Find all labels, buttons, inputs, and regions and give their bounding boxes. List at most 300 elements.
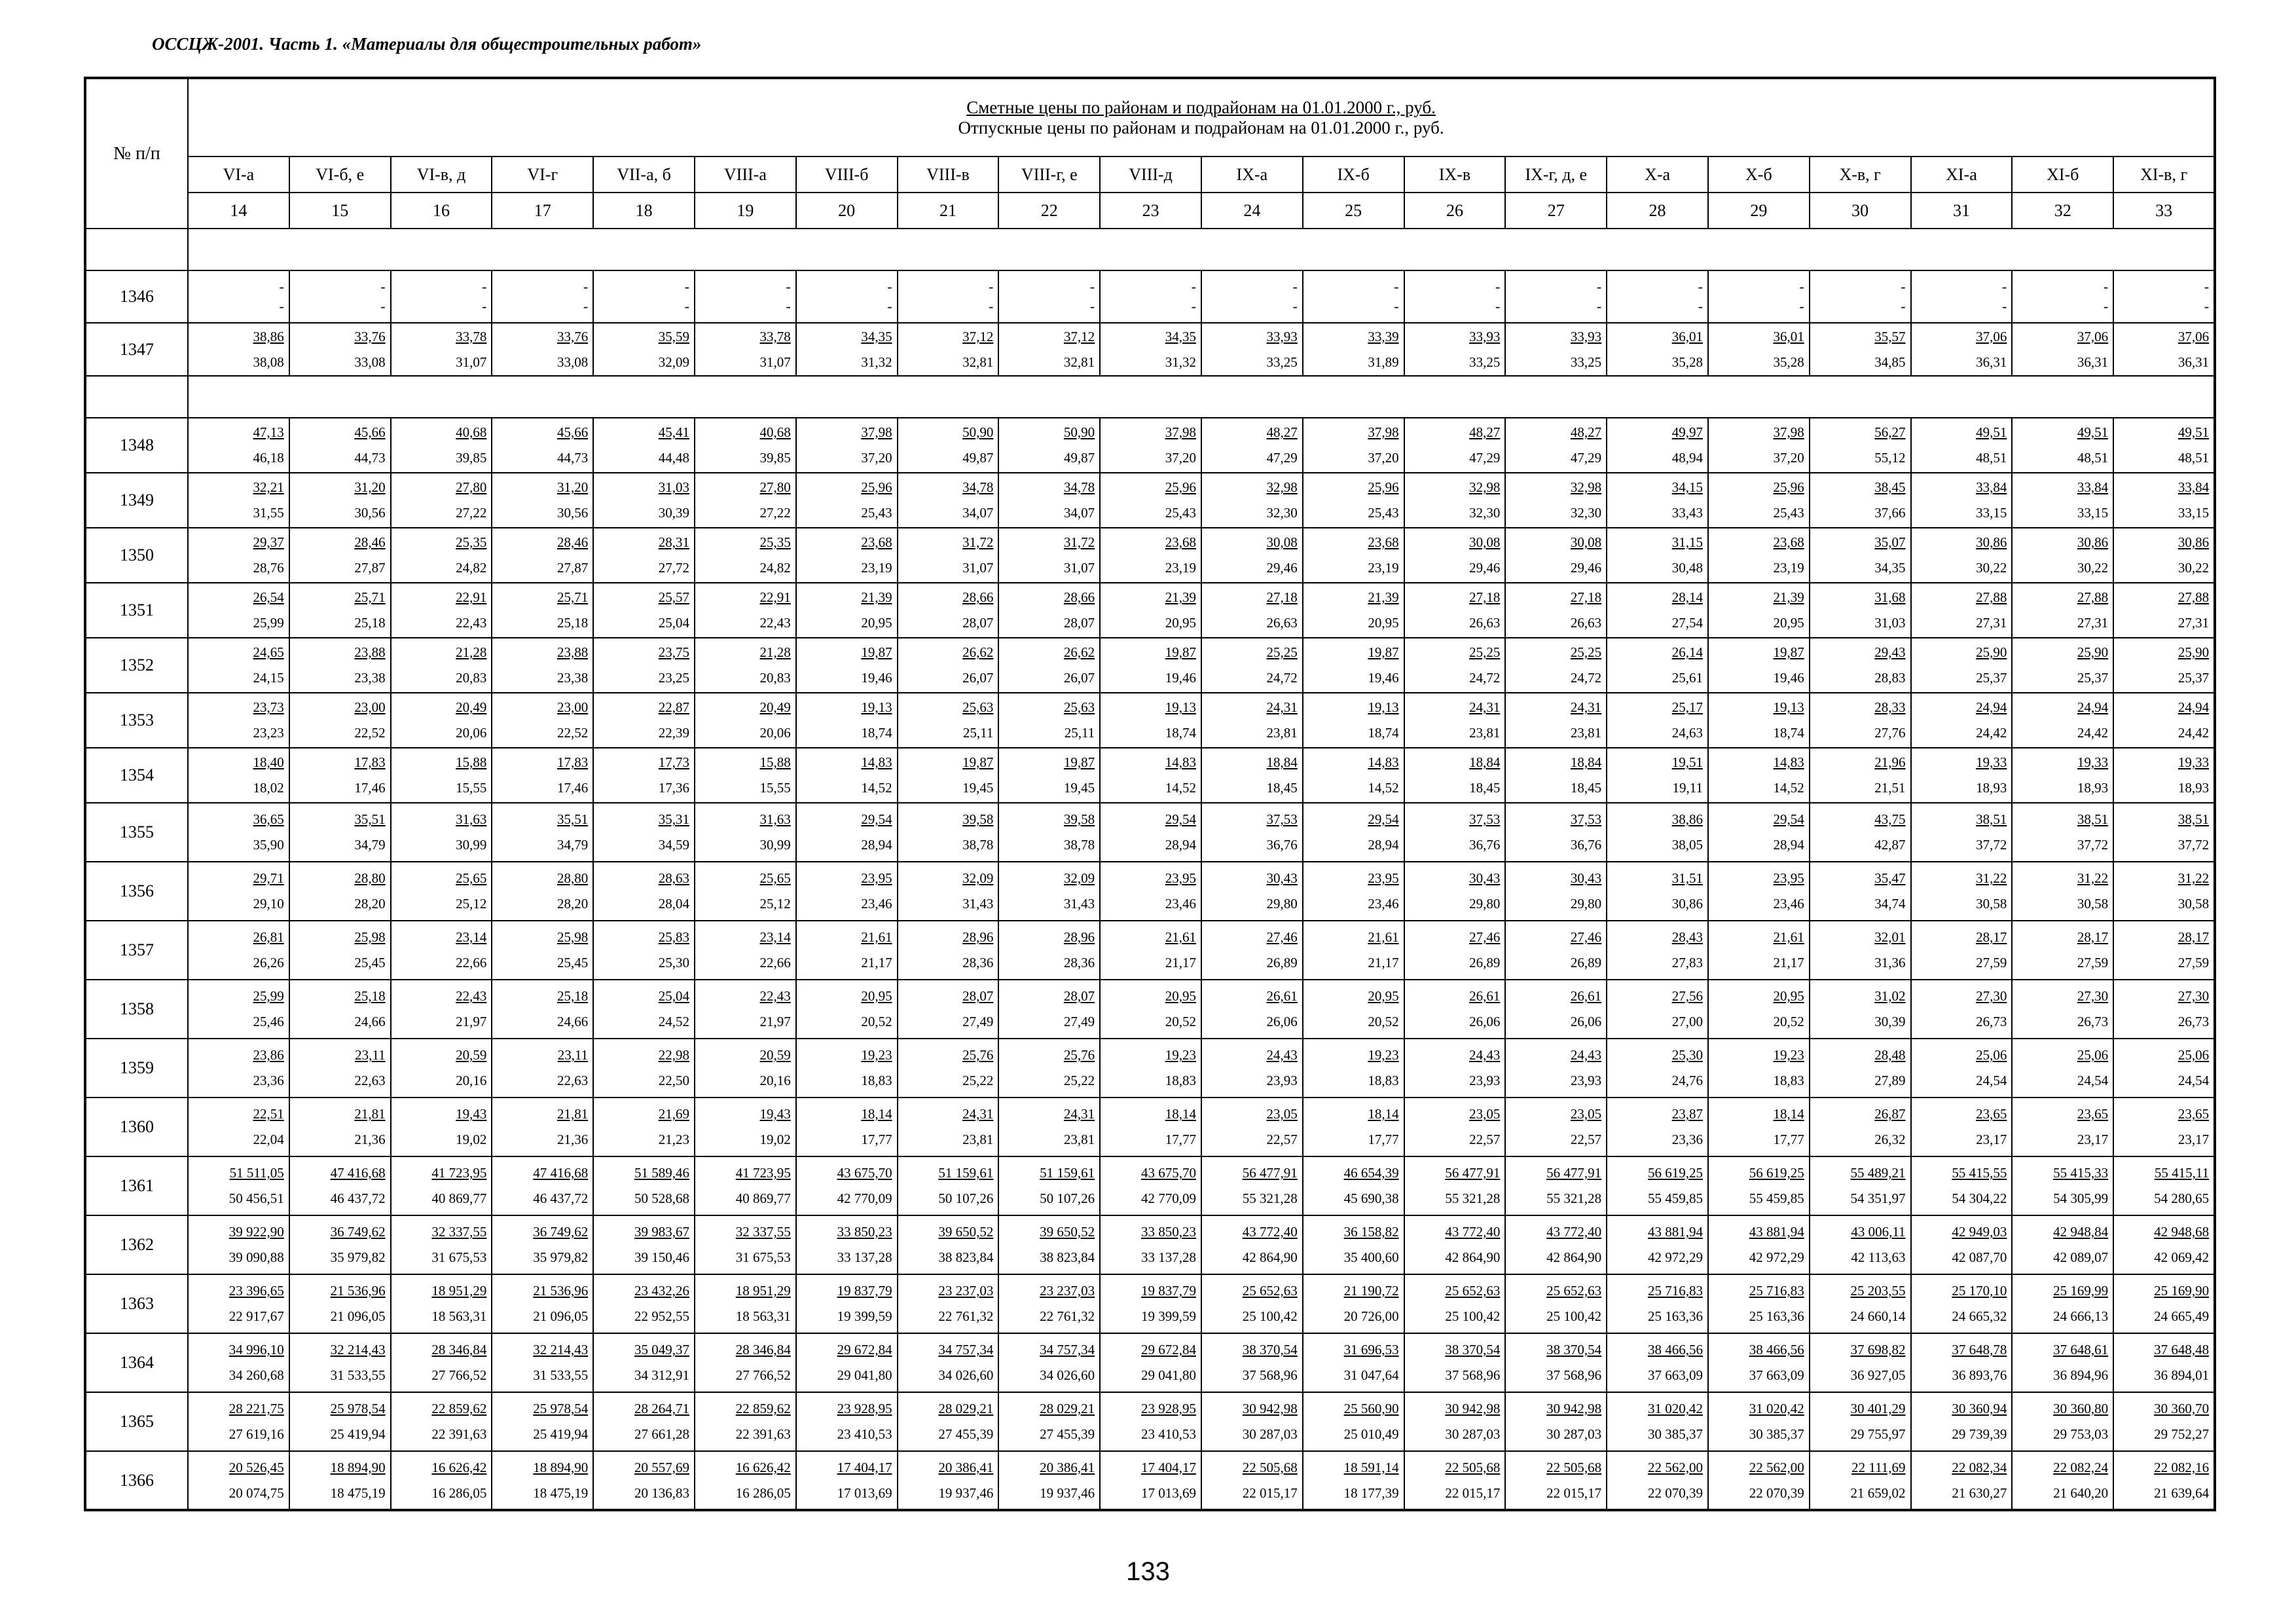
estimate-price: 28 221,75 (228, 1401, 284, 1416)
price-cell (492, 1098, 593, 1156)
price-cell (492, 418, 593, 473)
price-cell (1911, 921, 2013, 980)
release-price: 31,03 (1874, 615, 1906, 631)
estimate-price: 29,54 (861, 811, 892, 827)
release-price: 35 979,82 (533, 1249, 589, 1265)
release-price: 28,94 (861, 837, 892, 853)
row-number: 1363 (85, 1274, 188, 1333)
price-cell (188, 323, 289, 376)
release-price: 38,78 (1063, 837, 1095, 853)
release-price: 33 137,28 (1140, 1249, 1196, 1265)
estimate-price: 55 415,11 (2154, 1165, 2210, 1181)
price-cell (1201, 528, 1303, 583)
price-cell (1505, 638, 1607, 693)
price-cell (2113, 921, 2215, 980)
estimate-price: 25,90 (1976, 644, 2007, 660)
price-cell (1404, 921, 1506, 980)
table-row (85, 980, 2215, 1039)
price-cell (2012, 921, 2113, 980)
price-cell (1911, 638, 2013, 693)
price-cell (391, 921, 492, 980)
release-price: 30,22 (2077, 560, 2109, 576)
price-cell (1607, 1215, 1708, 1274)
release-price: 44,73 (556, 450, 589, 466)
price-cell (998, 1098, 1100, 1156)
estimate-price: 37,98 (1368, 424, 1399, 440)
release-price: 19,46 (1773, 670, 1804, 686)
price-cell (1303, 1039, 1404, 1098)
release-price: 22 070,39 (1647, 1485, 1703, 1501)
release-price: 27,89 (1874, 1073, 1906, 1088)
release-price: 37,66 (1874, 505, 1906, 521)
price-cell (593, 1392, 695, 1451)
release-price: 26,73 (2077, 1014, 2109, 1029)
release-price: 30,39 (658, 505, 689, 521)
column-number: 32 (2012, 193, 2113, 229)
estimate-price: 32,98 (1570, 479, 1602, 495)
estimate-price: 24,43 (1469, 1047, 1501, 1063)
price-cell (391, 638, 492, 693)
estimate-price: 35 049,37 (634, 1342, 689, 1357)
price-cell (593, 862, 695, 921)
release-price: - (989, 298, 994, 314)
release-price: 22 015,17 (1242, 1485, 1298, 1501)
release-price: 14,52 (1165, 780, 1196, 796)
estimate-price: 25 169,90 (2154, 1283, 2210, 1299)
release-price: 33,15 (1976, 505, 2007, 521)
estimate-price: 27,80 (759, 479, 791, 495)
estimate-price: 43 006,11 (1851, 1224, 1906, 1240)
release-price: 39,85 (456, 450, 487, 466)
release-price: - (684, 298, 689, 314)
release-price: 18,93 (1976, 780, 2007, 796)
release-price: 31,07 (456, 354, 487, 370)
release-price: 31,43 (1063, 896, 1095, 912)
estimate-price: 25,98 (556, 929, 589, 945)
release-price: 17,46 (556, 780, 589, 796)
price-cell (2113, 1274, 2215, 1333)
release-price: 33,15 (2178, 505, 2210, 521)
column-number: 28 (1607, 193, 1708, 229)
estimate-price: 40,68 (759, 424, 791, 440)
release-price: 25,11 (962, 725, 994, 741)
release-price: 24,72 (1469, 670, 1501, 686)
price-cell (188, 418, 289, 473)
price-cell (1911, 862, 2013, 921)
estimate-price: 25,65 (456, 870, 487, 886)
estimate-price: 33,93 (1469, 328, 1501, 344)
estimate-price: 23,68 (1165, 534, 1196, 550)
estimate-price: 20,95 (1165, 988, 1196, 1004)
row-number: 1353 (85, 693, 188, 748)
release-price: 18,93 (2178, 780, 2210, 796)
release-price: 20 074,75 (228, 1485, 284, 1501)
price-cell (1100, 1274, 1201, 1333)
release-price: 30,86 (1671, 896, 1703, 912)
price-cell (1607, 418, 1708, 473)
district-header: VI-г (492, 157, 593, 193)
release-price: 26,63 (1570, 615, 1602, 631)
price-cell (898, 528, 999, 583)
estimate-price: 28,96 (962, 929, 994, 945)
release-price: 30,99 (759, 837, 791, 853)
price-cell (492, 862, 593, 921)
release-price: 23 410,53 (837, 1426, 892, 1442)
estimate-price: 26,14 (1671, 644, 1703, 660)
column-number: 31 (1911, 193, 2013, 229)
estimate-price: 37,53 (1266, 811, 1298, 827)
estimate-price: 33,84 (1976, 479, 2007, 495)
release-price: 34 026,60 (938, 1367, 994, 1383)
estimate-price: 18,84 (1469, 754, 1501, 770)
release-price: 31,36 (1874, 955, 1906, 970)
price-cell (1404, 1274, 1506, 1333)
release-price: 36,31 (2178, 354, 2210, 370)
estimate-price: 23,88 (354, 644, 386, 660)
release-price: 17,77 (1165, 1132, 1196, 1147)
estimate-price: 21 536,96 (533, 1283, 589, 1299)
price-cell (695, 1451, 796, 1510)
release-price: 50 456,51 (228, 1190, 284, 1206)
release-price: 22 761,32 (938, 1308, 994, 1324)
release-price: 28,36 (1063, 955, 1095, 970)
estimate-price: 25,06 (1976, 1047, 2007, 1063)
price-cell (695, 323, 796, 376)
estimate-price: 42 948,84 (2053, 1224, 2109, 1240)
price-cell (1708, 1156, 1810, 1215)
price-cell (289, 921, 391, 980)
estimate-price: 31,72 (962, 534, 994, 550)
estimate-price: 23 237,03 (938, 1283, 994, 1299)
price-cell (2012, 1098, 2113, 1156)
estimate-price: 25,99 (253, 988, 284, 1004)
estimate-price: 23,65 (1976, 1106, 2007, 1122)
separator-cell (188, 376, 2215, 418)
estimate-price: 28,66 (962, 589, 994, 605)
price-cell (1911, 803, 2013, 862)
estimate-price: 37,06 (1976, 328, 2007, 344)
release-price: 24,54 (2178, 1073, 2210, 1088)
release-price: 31,07 (1063, 560, 1095, 576)
estimate-price: 27,46 (1570, 929, 1602, 945)
release-price: 20 726,00 (1343, 1308, 1399, 1324)
release-price: 22,52 (354, 725, 386, 741)
price-cell (2113, 1392, 2215, 1451)
release-price: 24,72 (1266, 670, 1298, 686)
estimate-price: 16 626,42 (735, 1459, 791, 1475)
estimate-price: 47 416,68 (330, 1165, 386, 1181)
release-price: 35 979,82 (330, 1249, 386, 1265)
estimate-price: 24,31 (1570, 699, 1602, 715)
price-cell (1404, 862, 1506, 921)
release-price: 20,95 (1773, 615, 1804, 631)
release-price: 40 869,77 (735, 1190, 791, 1206)
price-cell (1100, 1098, 1201, 1156)
estimate-price: 38,86 (1671, 811, 1703, 827)
price-cell (1404, 803, 1506, 862)
estimate-price: 32,01 (1874, 929, 1906, 945)
release-price: 24 666,13 (2053, 1308, 2109, 1324)
price-cell (2113, 638, 2215, 693)
release-price: 18 475,19 (330, 1485, 386, 1501)
estimate-price: 18 591,14 (1343, 1459, 1399, 1475)
estimate-price: - (583, 278, 589, 295)
release-price: 38,05 (1671, 837, 1703, 853)
release-price: 29,46 (1570, 560, 1602, 576)
estimate-price: 19,23 (1165, 1047, 1196, 1063)
release-price: 30,58 (2077, 896, 2109, 912)
price-cell (998, 323, 1100, 376)
estimate-price: 15,88 (456, 754, 487, 770)
price-cell (289, 1451, 391, 1510)
district-header: IX-б (1303, 157, 1404, 193)
release-price: 24,42 (2077, 725, 2109, 741)
price-cell (1201, 1215, 1303, 1274)
release-price: 48,51 (1976, 450, 2007, 466)
release-price: - (2103, 298, 2109, 314)
price-cell (1911, 1156, 2013, 1215)
release-price: 25,22 (962, 1073, 994, 1088)
estimate-price: 26,62 (962, 644, 994, 660)
estimate-price: 37,98 (1165, 424, 1196, 440)
estimate-price: 37 698,82 (1850, 1342, 1906, 1357)
release-price: 36,31 (2077, 354, 2109, 370)
release-price: 37,72 (2178, 837, 2210, 853)
release-price: 31 533,55 (330, 1367, 386, 1383)
estimate-price: 25 716,83 (1749, 1283, 1804, 1299)
price-cell (1708, 323, 1810, 376)
estimate-price: 23 928,95 (1140, 1401, 1196, 1416)
estimate-price: 41 723,95 (735, 1165, 791, 1181)
estimate-price: 25 170,10 (1952, 1283, 2007, 1299)
estimate-price: 24,43 (1570, 1047, 1602, 1063)
price-cell (1708, 638, 1810, 693)
estimate-price: 27,30 (2077, 988, 2109, 1004)
release-price: 25,37 (1976, 670, 2007, 686)
price-cell (998, 748, 1100, 803)
price-cell (1708, 803, 1810, 862)
column-number: 17 (492, 193, 593, 229)
release-price: 25 419,94 (330, 1426, 386, 1442)
estimate-price: 23,86 (253, 1047, 284, 1063)
price-cell (898, 748, 999, 803)
estimate-price: 35,51 (354, 811, 386, 827)
release-price: 31,55 (253, 505, 284, 521)
price-cell (289, 270, 391, 323)
price-cell (593, 1215, 695, 1274)
price-cell (188, 1156, 289, 1215)
release-price: - (482, 298, 487, 314)
release-price: 20,95 (1165, 615, 1196, 631)
release-price: 24,42 (2178, 725, 2210, 741)
estimate-price: 20 386,41 (938, 1459, 994, 1475)
estimate-price: 35,51 (556, 811, 589, 827)
release-price: 22,63 (556, 1073, 589, 1088)
table-row (85, 1333, 2215, 1392)
release-price: 17,77 (861, 1132, 892, 1147)
release-price: 25,37 (2178, 670, 2210, 686)
estimate-price: 26,61 (1266, 988, 1298, 1004)
price-cell (1505, 862, 1607, 921)
price-cell (1303, 583, 1404, 638)
price-cell (188, 1392, 289, 1451)
price-cell (593, 473, 695, 528)
district-header: XI-б (2012, 157, 2113, 193)
estimate-price: 21,81 (556, 1106, 589, 1122)
release-price: 36 894,96 (2053, 1367, 2109, 1383)
estimate-price: 19,33 (2178, 754, 2210, 770)
table-title-line2: Отпускные цены по районам и подрайонам на 01.01.2000 г., руб. (958, 117, 1444, 138)
release-price: 40 869,77 (431, 1190, 487, 1206)
release-price: 28,94 (1368, 837, 1399, 853)
release-price: 25 163,36 (1647, 1308, 1703, 1324)
release-price: 34 026,60 (1040, 1367, 1095, 1383)
estimate-price: 30,86 (1976, 534, 2007, 550)
estimate-price: 23,68 (861, 534, 892, 550)
price-cell (1505, 1451, 1607, 1510)
estimate-price: 24,43 (1266, 1047, 1298, 1063)
release-price: 21,17 (1368, 955, 1399, 970)
release-price: 21 640,20 (2053, 1485, 2109, 1501)
estimate-price: 18 951,29 (735, 1283, 791, 1299)
column-number: 33 (2113, 193, 2215, 229)
release-price: 25,43 (1368, 505, 1399, 521)
price-cell (391, 693, 492, 748)
estimate-price: 32 214,43 (533, 1342, 589, 1357)
price-cell (695, 748, 796, 803)
estimate-price: 17,83 (354, 754, 386, 770)
price-cell (188, 980, 289, 1039)
estimate-price: 23,05 (1266, 1106, 1298, 1122)
price-cell (492, 1392, 593, 1451)
estimate-price: 51 589,46 (634, 1165, 689, 1181)
price-cell (898, 1039, 999, 1098)
price-cell (1810, 1215, 1911, 1274)
release-price: 22,57 (1570, 1132, 1602, 1147)
release-price: 23,81 (1469, 725, 1501, 741)
price-cell (1708, 1451, 1810, 1510)
row-number: 1348 (85, 418, 188, 473)
price-cell (289, 1098, 391, 1156)
estimate-price: 32 337,55 (735, 1224, 791, 1240)
column-number: 21 (898, 193, 999, 229)
release-price: 42 113,63 (1851, 1249, 1906, 1265)
estimate-price: 30,43 (1570, 870, 1602, 886)
release-price: 38 823,84 (1040, 1249, 1095, 1265)
price-cell (593, 693, 695, 748)
release-price: 25,11 (1064, 725, 1095, 741)
release-price: 28,94 (1165, 837, 1196, 853)
release-price: 23 410,53 (1140, 1426, 1196, 1442)
estimate-price: 22,51 (253, 1106, 284, 1122)
release-price: 37,20 (1165, 450, 1196, 466)
estimate-price: 21,61 (861, 929, 892, 945)
release-price: 32,30 (1469, 505, 1501, 521)
price-cell (2012, 528, 2113, 583)
price-cell (1201, 1156, 1303, 1215)
release-price: 55,12 (1874, 450, 1906, 466)
release-price: 27,49 (1063, 1014, 1095, 1029)
release-price: 24,66 (556, 1014, 589, 1029)
price-cell (188, 1274, 289, 1333)
price-cell (593, 323, 695, 376)
release-price: 27,87 (354, 560, 386, 576)
district-header: X-б (1708, 157, 1810, 193)
estimate-price: 23,11 (355, 1047, 386, 1063)
release-price: 23,93 (1570, 1073, 1602, 1088)
price-cell (1708, 1039, 1810, 1098)
price-cell (1404, 528, 1506, 583)
price-cell (1100, 862, 1201, 921)
release-price: 25,12 (759, 896, 791, 912)
release-price: 25,45 (556, 955, 589, 970)
estimate-price: 42 949,03 (1952, 1224, 2007, 1240)
price-cell (1100, 583, 1201, 638)
estimate-price: - (1292, 278, 1298, 295)
price-cell (1505, 270, 1607, 323)
price-cell (593, 583, 695, 638)
estimate-price: 28,33 (1874, 699, 1906, 715)
estimate-price: 27,30 (2178, 988, 2210, 1004)
price-cell (593, 1333, 695, 1392)
price-cell (1810, 1039, 1911, 1098)
price-cell (593, 748, 695, 803)
estimate-price: 25,57 (658, 589, 689, 605)
column-number: 29 (1708, 193, 1810, 229)
release-price: 20,52 (1773, 1014, 1804, 1029)
price-cell (1911, 1451, 2013, 1510)
release-price: 23,23 (253, 725, 284, 741)
row-number: 1346 (85, 270, 188, 323)
estimate-price: 29 672,84 (1140, 1342, 1196, 1357)
price-cell (492, 583, 593, 638)
price-cell (1708, 1274, 1810, 1333)
release-price: 23,81 (1266, 725, 1298, 741)
release-price: 23,17 (2077, 1132, 2109, 1147)
price-cell (1201, 473, 1303, 528)
estimate-price: 23,75 (658, 644, 689, 660)
release-price: 35 400,60 (1343, 1249, 1399, 1265)
release-price: 37,72 (1976, 837, 2007, 853)
price-cell (289, 748, 391, 803)
table-title (188, 78, 2215, 157)
estimate-price: - (1394, 278, 1399, 295)
price-cell (2113, 980, 2215, 1039)
release-price: 26,89 (1570, 955, 1602, 970)
estimate-price: 30 360,94 (1952, 1401, 2007, 1416)
separator-row (85, 229, 2215, 270)
estimate-price: 34,35 (861, 328, 892, 344)
release-price: 24 665,49 (2154, 1308, 2210, 1324)
price-cell (695, 921, 796, 980)
release-price: 19,46 (1165, 670, 1196, 686)
estimate-price: 23 396,65 (228, 1283, 284, 1299)
release-price: 30 385,37 (1647, 1426, 1703, 1442)
price-cell (391, 1215, 492, 1274)
estimate-price: 28,63 (658, 870, 689, 886)
release-price: 18,93 (2077, 780, 2109, 796)
estimate-price: 55 415,55 (1952, 1165, 2007, 1181)
release-price: 39 150,46 (634, 1249, 689, 1265)
estimate-price: 30,86 (2178, 534, 2210, 550)
price-cell (391, 418, 492, 473)
estimate-price: 51 159,61 (1040, 1165, 1095, 1181)
estimate-price: 26,61 (1469, 988, 1501, 1004)
release-price: 17,36 (658, 780, 689, 796)
table-row (85, 921, 2215, 980)
release-price: 27,49 (962, 1014, 994, 1029)
price-cell (1607, 323, 1708, 376)
